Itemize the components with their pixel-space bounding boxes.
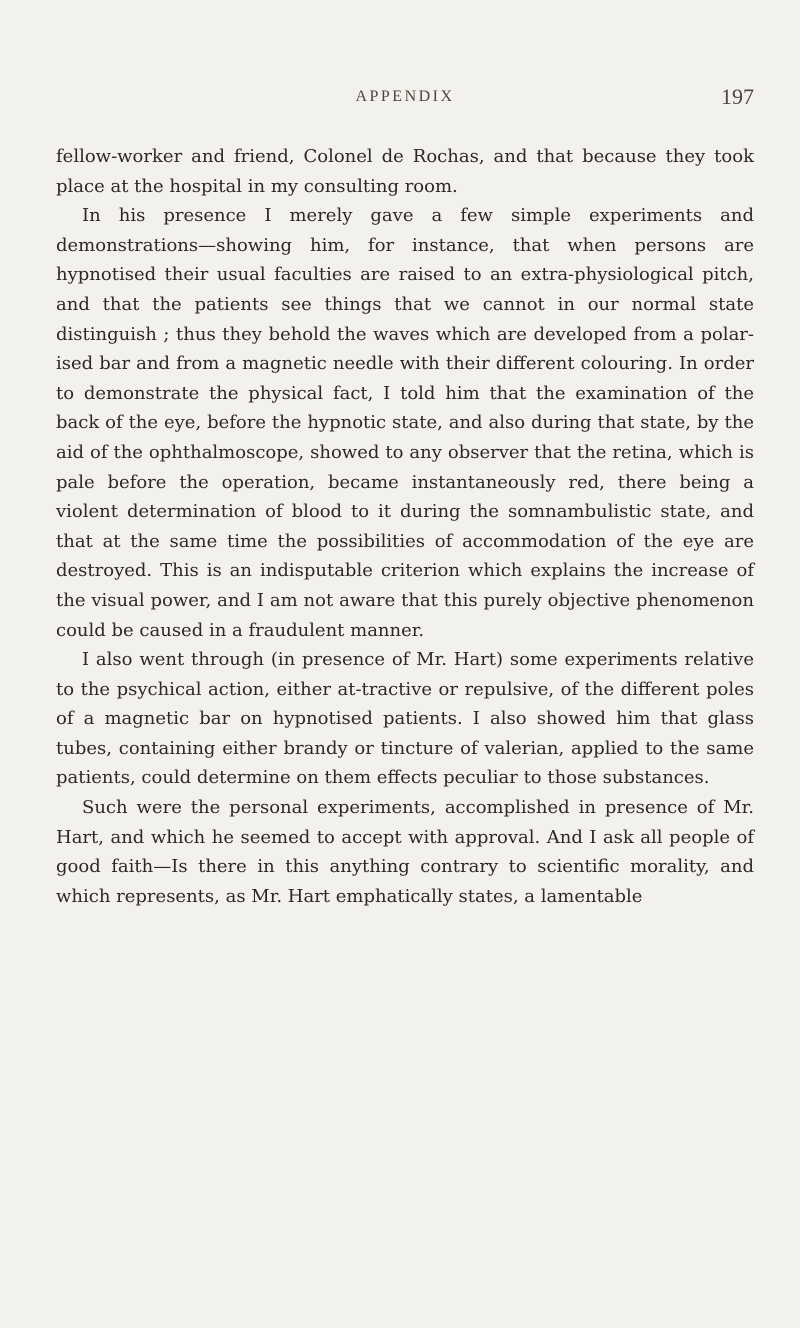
paragraph: I also went through (in presence of Mr. Hart) some experiments relative to the psychical action, either at-tractive or repulsive, of the different poles of a magnetic bar on hypnotised patients. I also showed him that glass tubes, containing either brandy or tincture of valerian, applied to the same patients, could determine on them effects peculiar to those substances.	[56, 649, 754, 789]
running-title: APPENDIX	[355, 88, 455, 105]
running-head	[56, 84, 754, 118]
paragraph: Such were the personal experiments, accomplished in presence of Mr. Hart, and which he seemed to accept with approval. And I ask all people of good faith—Is there in this anything contrary to scientific morality, and which represents, as Mr. Hart emphatically states, a lamentable	[56, 797, 754, 907]
paragraph-continuation: fellow-worker and friend, Colonel de Rochas, and that because they took place at the hospital in my consulting room.	[56, 146, 754, 197]
page-number: 197	[721, 84, 754, 109]
paragraph: In his presence I merely gave a few simple experiments and demonstrations—showing him, for instance, that when persons are hypnotised their usual faculties are raised to an extra-physiological pitch, and that the patients see things that we cannot in our normal state distinguish ; thus they behold the waves which are developed from a polar-ised bar and from a magnetic needle with their different colouring. In order to demonstrate the physical fact, I told him that the examination of the back of the eye, before the hypnotic state, and also during that state, by the aid of the ophthalmoscope, showed to any observer that the retina, which is pale before the operation, became instantaneously red, there being a violent determination of blood to it during the somnambulistic state, and that at the same time the possibilities of accommodation of the eye are destroyed. This is an indisputable criterion which explains the increase of the visual power, and I am not aware that this purely objective phenomenon could be caused in a fraudulent manner.	[56, 205, 754, 641]
body-text	[56, 142, 754, 911]
